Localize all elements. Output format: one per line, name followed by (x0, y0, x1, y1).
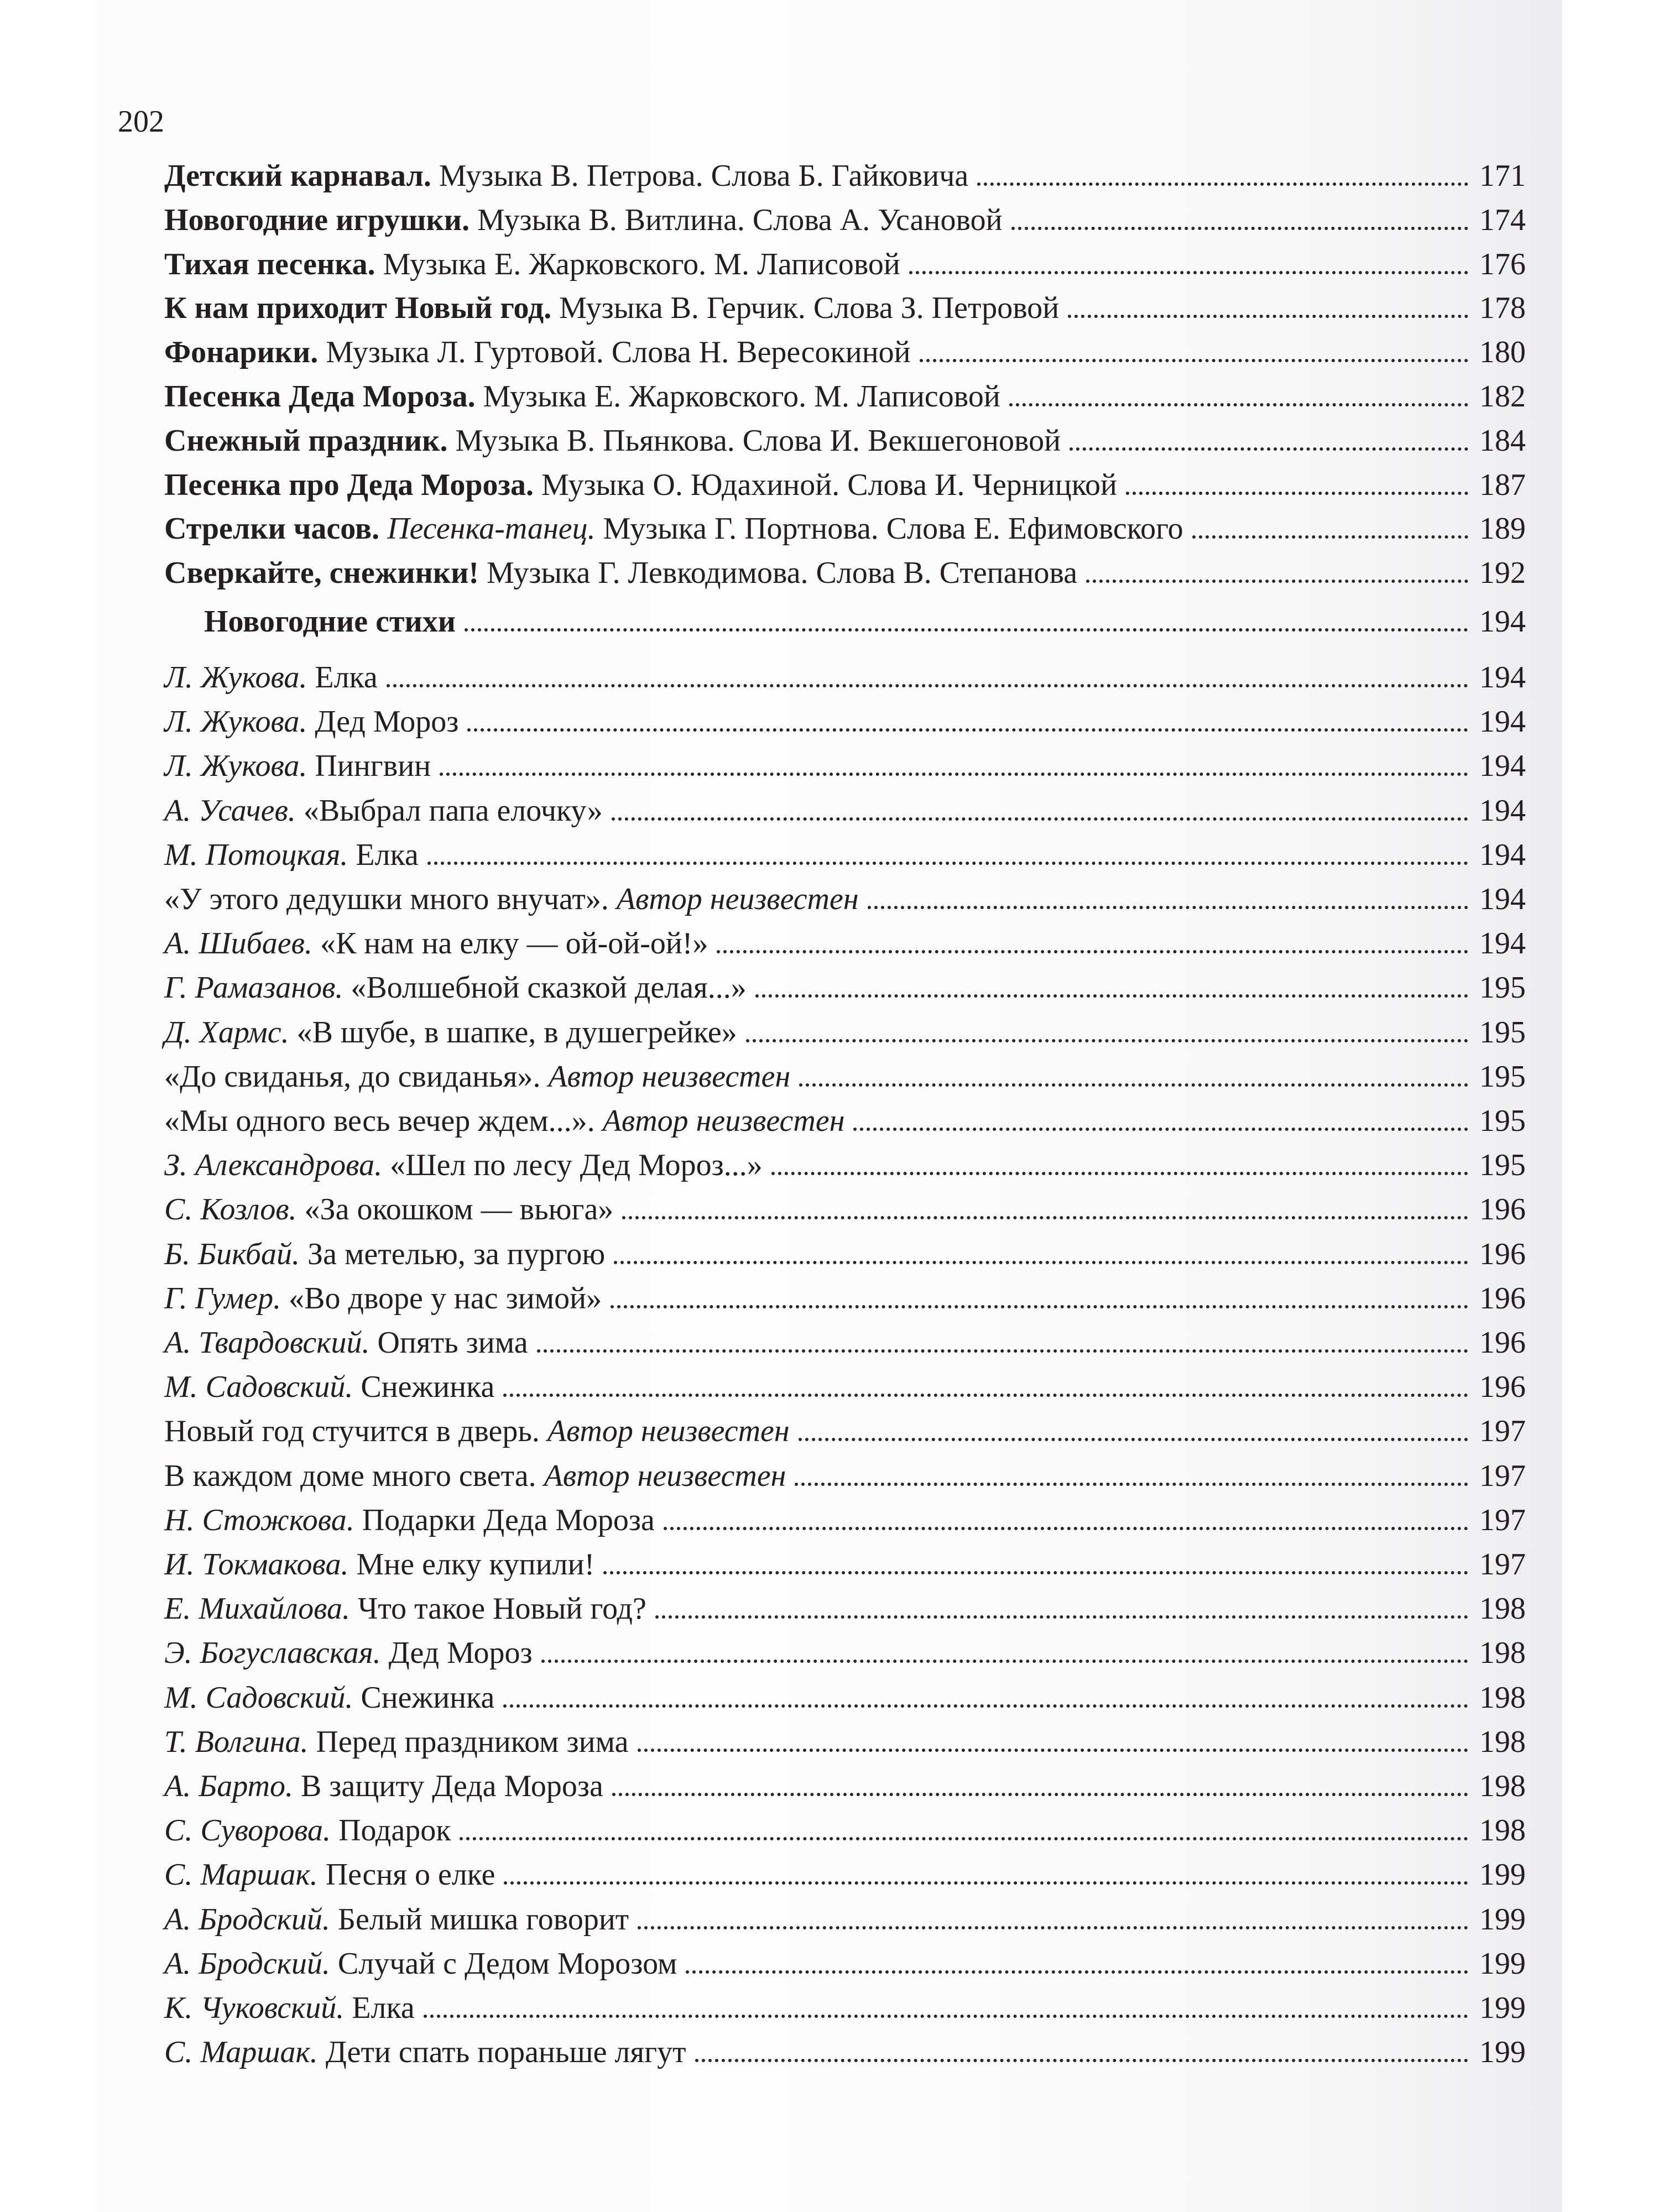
poem-author: Л. Жукова. (164, 705, 307, 739)
dot-leader (799, 1438, 1468, 1441)
entry-text (164, 1276, 602, 1321)
entry-text (164, 1365, 494, 1409)
song-credits: Музыка В. Петрова. Слова Б. Гайковича (439, 159, 969, 193)
dot-leader (920, 359, 1468, 362)
entry-text (164, 1498, 655, 1542)
poem-author: Г. Гумер. (164, 1281, 281, 1316)
poem-author: А. Твардовский. (164, 1326, 370, 1360)
toc-entry-poem[interactable] (164, 1276, 1526, 1321)
entry-text (164, 551, 1077, 595)
song-credits: Музыка Е. Жарковского. М. Лаписовой (483, 379, 1000, 414)
entry-text (164, 599, 456, 644)
page-ref: 196 (1479, 1326, 1526, 1360)
page-ref: 198 (1479, 1725, 1526, 1759)
song-credits: Музыка Г. Левкодимова. Слова В. Степанова (487, 556, 1078, 590)
page-ref: 199 (1479, 1947, 1526, 1981)
song-title: Песенка Деда Мороза. (164, 379, 476, 414)
page-ref: 197 (1479, 1414, 1526, 1448)
page-ref: 196 (1479, 1237, 1526, 1271)
entry-text (164, 833, 419, 877)
poem-author: С. Суворова. (164, 1813, 331, 1848)
page-ref: 199 (1479, 1902, 1526, 1937)
dot-leader (504, 1881, 1468, 1885)
entry-text (164, 1942, 677, 1986)
toc-entry-song[interactable] (164, 463, 1526, 507)
entry-text (164, 1232, 605, 1276)
page-ref: 197 (1479, 1459, 1526, 1493)
toc-entry-poem[interactable] (164, 1498, 1526, 1542)
entry-text (164, 1055, 790, 1099)
poem-author: Г. Рамазанов. (164, 971, 343, 1005)
poem-title: Подарок (338, 1813, 451, 1848)
page-ref: 199 (1479, 1991, 1526, 2025)
poem-author-note: Автор неизвестен (602, 1104, 845, 1138)
poem-title: Белый мишка говорит (337, 1902, 629, 1937)
entry-text (164, 1143, 763, 1187)
poem-title: Перед праздником зима (316, 1725, 629, 1759)
toc-entry-poem[interactable] (164, 1099, 1526, 1143)
song-credits: Музыка В. Герчик. Слова З. Петровой (559, 291, 1060, 325)
entry-text (164, 1676, 494, 1720)
poem-title: «До свиданья, до свиданья». (164, 1060, 541, 1094)
dot-leader (467, 728, 1468, 732)
page-ref: 197 (1479, 1547, 1526, 1582)
page-ref: 199 (1479, 2035, 1526, 2069)
toc-entry-poem[interactable] (164, 966, 1526, 1010)
page-ref: 194 (1479, 926, 1526, 961)
poem-title: В каждом доме много света. (164, 1459, 536, 1493)
toc-entry-poem[interactable] (164, 1764, 1526, 1808)
entry-text (164, 921, 708, 966)
entry-text (164, 1321, 528, 1365)
dot-leader (465, 628, 1468, 632)
dot-leader (664, 1527, 1468, 1530)
page-ref: 195 (1479, 971, 1526, 1005)
entry-text (164, 877, 859, 921)
poem-title: Дети спать пораньше лягут (325, 2035, 686, 2069)
entry-text (164, 2030, 686, 2074)
entry-text (164, 1720, 629, 1764)
entry-text (164, 1808, 451, 1853)
page-ref: 195 (1479, 1015, 1526, 1050)
poem-title: «Выбрал папа елочку» (303, 794, 603, 828)
poem-title: Пингвин (315, 749, 431, 783)
entry-text (164, 744, 431, 788)
page-ref: 171 (1479, 159, 1526, 193)
dot-leader (1011, 227, 1468, 230)
dot-leader (1009, 403, 1468, 406)
toc-entry-song[interactable] (164, 507, 1526, 551)
dot-leader (440, 773, 1468, 776)
page-ref: 195 (1479, 1148, 1526, 1182)
poem-title: «К нам на елку — ой-ой-ой!» (320, 926, 708, 961)
poem-author: Д. Хармс. (164, 1015, 289, 1050)
page-ref: 174 (1479, 203, 1526, 237)
dot-leader (868, 906, 1468, 909)
poem-author: А. Бродский. (164, 1947, 330, 1981)
page-ref: 198 (1479, 1681, 1526, 1715)
poem-title: Елка (315, 660, 378, 695)
song-credits: Музыка Е. Жарковского. М. Лаписовой (383, 247, 900, 281)
poem-author: Л. Жукова. (164, 749, 307, 783)
toc-entry-song[interactable] (164, 198, 1526, 242)
song-title: Стрелки часов. (164, 512, 380, 546)
dot-leader (622, 1216, 1468, 1219)
toc-entry-poem[interactable] (164, 1143, 1526, 1187)
dot-leader (612, 1793, 1468, 1796)
toc-entry-poem[interactable] (164, 877, 1526, 921)
toc-entry-song[interactable] (164, 154, 1526, 198)
page-ref: 196 (1479, 1192, 1526, 1227)
toc-entry-poem[interactable] (164, 1897, 1526, 1942)
entry-text (164, 1099, 844, 1143)
page-ref: 187 (1479, 468, 1526, 502)
song-title: Сверкайте, снежинки! (164, 556, 479, 590)
entry-text (164, 330, 911, 374)
poem-title: «У этого дедушки много внучат». (164, 882, 609, 916)
page-ref: 196 (1479, 1370, 1526, 1404)
toc-entry-poem[interactable] (164, 1853, 1526, 1897)
toc-entry-poem[interactable] (164, 2030, 1526, 2074)
entry-text (164, 286, 1059, 330)
dot-leader (541, 1660, 1468, 1663)
entry-text (164, 655, 378, 700)
dot-leader (460, 1837, 1468, 1840)
poem-author: М. Садовский. (164, 1681, 353, 1715)
toc-entry-poem[interactable] (164, 1676, 1526, 1720)
toc-entry-song[interactable] (164, 330, 1526, 374)
toc-entry-poem[interactable] (164, 921, 1526, 966)
song-title: Новогодние игрушки. (164, 203, 470, 237)
entry-text (164, 1587, 646, 1631)
poem-author: М. Потоцкая. (164, 838, 348, 872)
entry-text (164, 1409, 790, 1453)
entry-text (164, 1454, 786, 1498)
poem-title: «В шубе, в шапке, в душегрейке» (296, 1015, 737, 1050)
poem-author: Э. Богуславская. (164, 1636, 381, 1670)
dot-leader (655, 1615, 1468, 1619)
page-ref: 199 (1479, 1858, 1526, 1892)
song-credits: Музыка Л. Гуртовой. Слова Н. Вересокиной (326, 335, 911, 369)
poem-title: За метелью, за пургою (307, 1237, 606, 1271)
song-credits: Музыка В. Витлина. Слова А. Усановой (477, 203, 1003, 237)
poem-author: И. Токмакова. (164, 1547, 349, 1582)
section-title: Новогодние стихи (204, 604, 456, 639)
dot-leader (799, 1083, 1468, 1087)
page-ref: 197 (1479, 1503, 1526, 1537)
poem-title: «Шел по лесу Дед Мороз...» (390, 1148, 763, 1182)
dot-leader (603, 1571, 1468, 1574)
entry-text (164, 1853, 495, 1897)
toc-entry-poem[interactable] (164, 1986, 1526, 2030)
dot-leader (1068, 315, 1468, 318)
page-ref: 196 (1479, 1281, 1526, 1316)
entry-text (164, 1010, 737, 1055)
dot-leader (638, 1926, 1468, 1929)
entry-text (164, 242, 900, 286)
poem-author: Е. Михайлова. (164, 1592, 350, 1626)
dot-leader (503, 1394, 1468, 1397)
entry-text (164, 154, 968, 198)
table-of-contents (97, 0, 1562, 2212)
toc-entry-poem[interactable] (164, 1365, 1526, 1409)
poem-author: С. Козлов. (164, 1192, 297, 1227)
page-ref: 194 (1479, 604, 1526, 639)
poem-author: Б. Бикбай. (164, 1237, 300, 1271)
dot-leader (695, 2059, 1468, 2062)
page-ref: 198 (1479, 1636, 1526, 1670)
poem-title: Что такое Новый год? (358, 1592, 646, 1626)
poem-title: «Во дворе у нас зимой» (289, 1281, 602, 1316)
poem-author: Н. Стожкова. (164, 1503, 354, 1537)
toc-entry-poem[interactable] (164, 1055, 1526, 1099)
page-ref: 194 (1479, 882, 1526, 916)
page-ref: 195 (1479, 1104, 1526, 1138)
toc-entry-poem[interactable] (164, 1942, 1526, 1986)
dot-leader (1086, 580, 1468, 583)
dot-leader (771, 1172, 1468, 1175)
page-ref: 192 (1479, 556, 1526, 590)
song-credits: Музыка О. Юдахиной. Слова И. Черницкой (541, 468, 1118, 502)
dot-leader (614, 1261, 1468, 1264)
poem-title: Дед Мороз (315, 705, 459, 739)
entry-text (164, 700, 458, 744)
dot-leader (1126, 492, 1468, 495)
page-ref: 198 (1479, 1592, 1526, 1626)
poem-title: Елка (352, 1991, 415, 2025)
dot-leader (717, 950, 1468, 953)
page-ref: 194 (1479, 794, 1526, 828)
page-number: 202 (118, 105, 164, 139)
entry-text (164, 507, 1183, 551)
page-ref: 194 (1479, 660, 1526, 695)
poem-author: А. Бродский. (164, 1902, 330, 1937)
poem-title: Подарки Деда Мороза (362, 1503, 655, 1537)
page-ref: 194 (1479, 705, 1526, 739)
song-title: Фонарики. (164, 335, 319, 369)
toc-entry-song[interactable] (164, 551, 1526, 595)
poem-author: З. Александрова. (164, 1148, 383, 1182)
toc-entry-poem[interactable] (164, 1808, 1526, 1853)
entry-text (164, 789, 603, 833)
page-ref: 178 (1479, 291, 1526, 325)
toc-entry-poem[interactable] (164, 1409, 1526, 1453)
dot-leader (686, 1970, 1468, 1974)
dot-leader (1070, 447, 1468, 451)
toc-entry-song[interactable] (164, 374, 1526, 419)
page-ref: 189 (1479, 512, 1526, 546)
book-page (97, 0, 1562, 2212)
toc-entry-poem[interactable] (164, 1720, 1526, 1764)
dot-leader (424, 2015, 1468, 2018)
poem-title: «Волшебной сказкой делая...» (351, 971, 747, 1005)
poem-title: Дед Мороз (388, 1636, 533, 1670)
poem-author: А. Шибаев. (164, 926, 312, 961)
poem-author-note: Автор неизвестен (616, 882, 859, 916)
dot-leader (503, 1704, 1468, 1708)
dot-leader (746, 1039, 1468, 1042)
poem-title: Опять зима (377, 1326, 528, 1360)
page-ref: 198 (1479, 1813, 1526, 1848)
entry-text (164, 374, 1000, 419)
dot-leader (853, 1128, 1468, 1131)
poem-author: Т. Волгина. (164, 1725, 309, 1759)
poem-title: Новый год стучится в дверь. (164, 1414, 540, 1448)
dot-leader (977, 182, 1468, 186)
page-ref: 184 (1479, 424, 1526, 458)
page-ref: 198 (1479, 1769, 1526, 1803)
poem-author: М. Садовский. (164, 1370, 353, 1404)
poem-author: А. Барто. (164, 1769, 293, 1803)
song-credits: Музыка В. Пьянкова. Слова И. Векшегоновой (455, 424, 1061, 458)
toc-entry-poem[interactable] (164, 744, 1526, 788)
song-title: Тихая песенка. (164, 247, 375, 281)
entry-text (164, 1187, 613, 1232)
poem-title: Песня о елке (325, 1858, 495, 1892)
poem-title: Мне елку купили! (356, 1547, 595, 1582)
entry-text (164, 419, 1061, 463)
toc-entry-poem[interactable] (164, 1321, 1526, 1365)
dot-leader (537, 1349, 1468, 1353)
dot-leader (755, 994, 1468, 998)
page-ref: 176 (1479, 247, 1526, 281)
dot-leader (795, 1483, 1468, 1486)
poem-author-note: Автор неизвестен (544, 1459, 786, 1493)
toc-entry-song[interactable] (164, 242, 1526, 286)
toc-entry-song[interactable] (164, 419, 1526, 463)
song-title: Снежный праздник. (164, 424, 448, 458)
toc-entry-poem[interactable] (164, 1232, 1526, 1276)
poem-title: Елка (356, 838, 419, 872)
dot-leader (612, 817, 1468, 821)
entry-text (164, 1764, 603, 1808)
poem-title: «За окошком — вьюга» (304, 1192, 614, 1227)
poem-author: Л. Жукова. (164, 660, 307, 695)
song-title: Песенка про Деда Мороза. (164, 468, 534, 502)
entry-text (164, 1986, 415, 2030)
page-ref: 180 (1479, 335, 1526, 369)
dot-leader (427, 862, 1468, 865)
poem-title: «Мы одного весь вечер ждем...». (164, 1104, 595, 1138)
page-ref: 194 (1479, 838, 1526, 872)
poem-author-note: Автор неизвестен (547, 1414, 790, 1448)
entry-text (164, 463, 1117, 507)
toc-entry-poem[interactable] (164, 655, 1526, 700)
dot-leader (638, 1749, 1469, 1752)
dot-leader (1192, 535, 1468, 539)
song-title: К нам приходит Новый год. (164, 291, 552, 325)
page-ref: 182 (1479, 379, 1526, 414)
toc-entry-poem[interactable] (164, 833, 1526, 877)
song-subtitle: Песенка-танец. (387, 512, 596, 546)
dot-leader (387, 684, 1468, 687)
page-ref: 195 (1479, 1060, 1526, 1094)
toc-section-heading[interactable] (164, 599, 1526, 644)
dot-leader (611, 1305, 1468, 1308)
toc-entry-poem[interactable] (164, 1631, 1526, 1675)
poem-title: Случай с Дедом Морозом (337, 1947, 677, 1981)
poem-author: А. Усачев. (164, 794, 296, 828)
page-ref: 194 (1479, 749, 1526, 783)
toc-entry-poem[interactable] (164, 700, 1526, 744)
dot-leader (909, 271, 1468, 274)
toc-entry-poem[interactable] (164, 1587, 1526, 1631)
entry-text (164, 198, 1003, 242)
poem-author: С. Маршак. (164, 2035, 318, 2069)
poem-author: С. Маршак. (164, 1858, 318, 1892)
song-title: Детский карнавал. (164, 159, 431, 193)
poem-author: К. Чуковский. (164, 1991, 345, 2025)
toc-entry-poem[interactable] (164, 1542, 1526, 1587)
poem-author-note: Автор неизвестен (548, 1060, 791, 1094)
toc-entry-poem[interactable] (164, 1187, 1526, 1232)
poem-title: В защиту Деда Мороза (300, 1769, 603, 1803)
toc-entry-poem[interactable] (164, 789, 1526, 833)
toc-entry-poem[interactable] (164, 1010, 1526, 1055)
entry-text (164, 966, 747, 1010)
song-credits: Музыка Г. Портнова. Слова Е. Ефимовского (603, 512, 1183, 546)
entry-text (164, 1542, 594, 1587)
entry-text (164, 1897, 629, 1942)
poem-title: Снежинка (361, 1370, 495, 1404)
poem-title: Снежинка (361, 1681, 495, 1715)
toc-entry-song[interactable] (164, 286, 1526, 330)
toc-entry-poem[interactable] (164, 1454, 1526, 1498)
entry-text (164, 1631, 533, 1675)
